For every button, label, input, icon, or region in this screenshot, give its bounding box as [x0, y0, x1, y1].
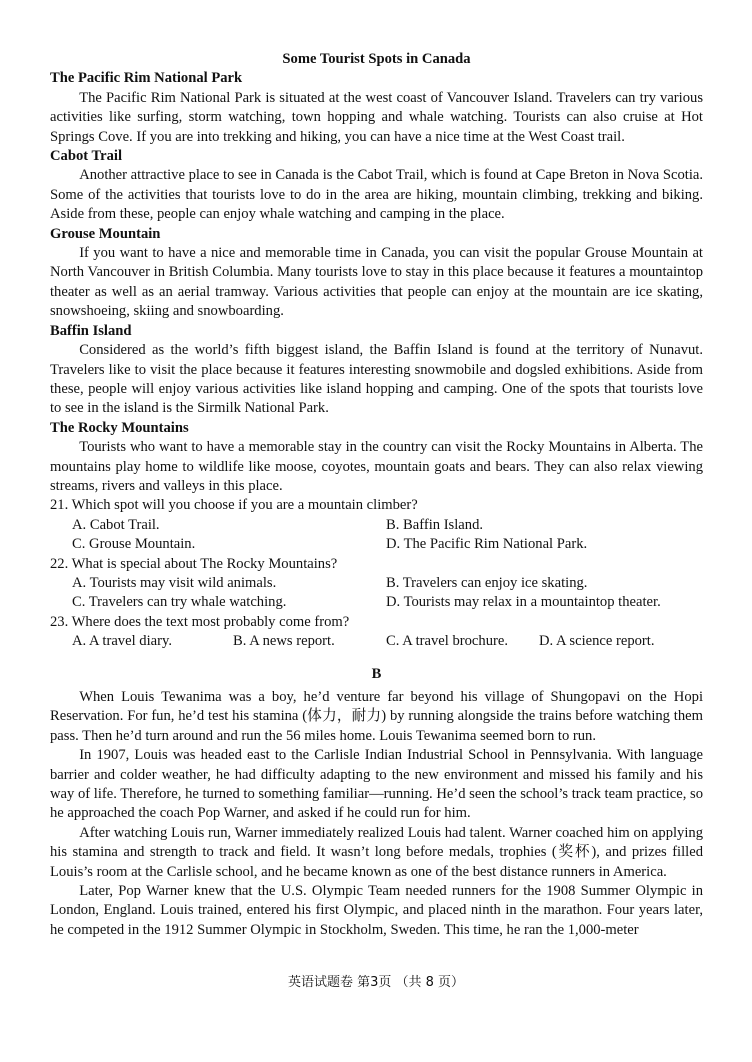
option-d: D. A science report. [539, 633, 655, 650]
section-heading: The Pacific Rim National Park [50, 70, 243, 87]
option-a: A. Cabot Trail. [72, 516, 160, 533]
question-23 [50, 613, 703, 652]
passage-b-label: B [371, 665, 382, 682]
question-stem: 23. Where does the text most probably come from? [50, 613, 350, 630]
option-a: A. Tourists may visit wild animals. [72, 574, 277, 591]
section-text: Considered as the world’s fifth biggest island, the Baffin Island is found at the territory of Nunavut. Travelers like to visit the place because it features interesting snowmobile and dogsled exhibitions. Aside from these, people will enjoy various activities like island hopping and camping. One of the spots that tourists love to see in the island is the Sirmilk National Park. [50, 342, 703, 417]
passage-b-paragraph: In 1907, Louis was headed east to the Carlisle Indian Industrial School in Pennsylvania. With language barrier and colder weather, he had difficulty adapting to the new environment and missed his family and his way of life. Therefore, he turned to something familiar—running. He’d seen the school’s track team practice, so he approached the coach Pop Warner, and asked if he could run for him. [50, 747, 703, 822]
option-c: C. Grouse Mountain. [72, 536, 196, 553]
section-heading: Grouse Mountain [50, 225, 161, 242]
section-pacific-rim [50, 69, 703, 147]
question-stem: 22. What is special about The Rocky Mountains? [50, 555, 338, 572]
option-d: D. Tourists may relax in a mountaintop theater. [386, 594, 661, 611]
section-baffin-island [50, 322, 703, 419]
section-cabot-trail [50, 147, 703, 225]
page-footer: 英语试题卷 第3页 （共 8 页） [287, 975, 465, 990]
option-b: B. A news report. [233, 633, 335, 650]
section-heading: Cabot Trail [50, 148, 123, 165]
exam-page [50, 50, 703, 940]
option-b: B. Travelers can enjoy ice skating. [386, 574, 588, 591]
option-c: C. Travelers can try whale watching. [72, 594, 287, 611]
passage-b-paragraph: Later, Pop Warner knew that the U.S. Olympic Team needed runners for the 1908 Summer Olympic in London, England. Louis trained, entered his first Olympic, and placed ninth in the marathon. Four years later, he competed in the 1912 Summer Olympic in Stockholm, Sweden. This time, he ran the 1,000-meter [50, 883, 703, 938]
section-grouse-mountain [50, 225, 703, 322]
passage-b-paragraph: After watching Louis run, Warner immediately realized Louis had talent. Warner coached him on applying his stamina and strength to track and field. It wasn’t long before medals, trophies (奖杯), and prizes filled Louis’s room at the Carlisle school, and he became known as one of the best distance runners in America. [50, 824, 703, 880]
passage-b-body [50, 688, 703, 940]
section-rocky-mountains [50, 419, 703, 497]
passage-title: Some Tourist Spots in Canada [282, 51, 471, 67]
question-stem: 21. Which spot will you choose if you are a mountain climber? [50, 497, 418, 514]
section-text: Tourists who want to have a memorable stay in the country can visit the Rocky Mountains in Alberta. The mountains play home to wildlife like moose, coyotes, mountain goats and bears. They can also relax viewing streams, rivers and valleys in this place. [50, 439, 703, 494]
question-options [50, 632, 703, 651]
section-text: The Pacific Rim National Park is situated at the west coast of Vancouver Island. Travelers can try various activities like surfing, storm watching, town hopping and whale watching. Tourists can also cruise at Hot Springs Cove. If you are into trekking and hiking, you can have a nice time at the West Coast trail. [50, 89, 703, 145]
option-d: D. The Pacific Rim National Park. [386, 536, 588, 553]
passage-b-paragraph: When Louis Tewanima was a boy, he’d venture far beyond his village of Shungopavi on the Hopi Reservation. For fun, he’d test his stamina (体力，耐力) by running alongside the trains before watching them pass. Then he’d turn around and run the 56 miles home. Louis Tewanima seemed born to run. [50, 689, 703, 744]
section-heading: Baffin Island [50, 322, 132, 339]
question-22 [50, 555, 703, 613]
question-options [50, 516, 703, 555]
section-text: Another attractive place to see in Canada is the Cabot Trail, which is found at Cape Breton in Nova Scotia. Some of the activities that tourists love to do in the area are hiking, mountain climbing, trekking and biking. Aside from these, people can enjoy whale watching and camping in the place. [50, 167, 703, 223]
option-b: B. Baffin Island. [386, 516, 484, 533]
question-options [50, 574, 703, 613]
option-a: A. A travel diary. [72, 633, 172, 650]
section-heading: The Rocky Mountains [50, 419, 189, 436]
section-text: If you want to have a nice and memorable time in Canada, you can visit the popular Grouse Mountain at North Vancouver in British Columbia. Many tourists love to stay in this place because it features a mountaintop theater as well as an aerial tramway. Various activities that people can enjoy at the mountain are ice skating, snowshoeing, skiing and snowboarding. [50, 245, 703, 320]
question-21 [50, 496, 703, 554]
option-c: C. A travel brochure. [386, 633, 508, 650]
